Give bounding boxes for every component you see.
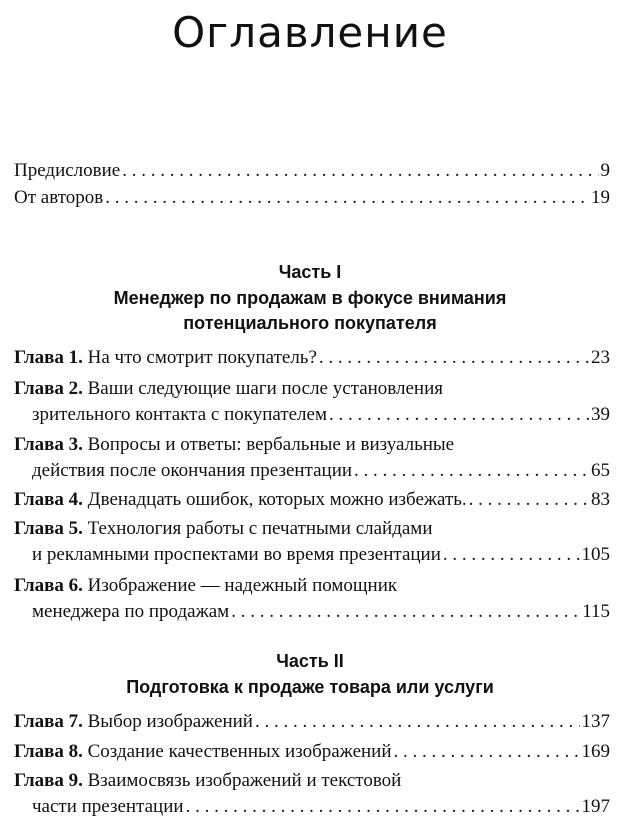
toc-page-number: 197 [581,796,610,817]
toc-entry-chapter-3[interactable] [14,432,610,484]
toc-entry-chapter-9[interactable] [14,768,610,820]
chapter-title-cont: части презентации [32,796,184,817]
chapter-number: Глава 3. [14,434,83,455]
chapter-title-cont: и рекламными проспектами во время презентации [32,544,441,565]
chapter-title: Ваши следующие шаги после установления [87,378,444,399]
leader-dots [231,599,580,625]
leader-dots [394,739,580,765]
leader-dots [255,709,580,735]
part-heading: Часть I [278,262,342,282]
chapter-number: Глава 9. [14,770,83,791]
toc-entry-chapter-1[interactable] [14,345,610,371]
chapter-title-cont: зрительного контакта с покупателем [32,404,327,425]
chapter-number: Глава 4. [14,489,83,510]
chapter-number: Глава 2. [14,378,83,399]
toc-page-number: 83 [591,489,610,510]
chapter-number: Глава 8. [14,741,83,762]
leader-dots [329,402,589,428]
toc-page-number: 19 [591,187,610,208]
toc-page-number: 39 [591,404,610,425]
leader-dots [319,345,589,371]
part-subtitle: потенциального покупателя [183,313,437,333]
page-title: Оглавление [172,8,448,57]
toc-page-number: 115 [582,601,610,622]
toc-page-number: 9 [600,160,610,181]
chapter-number: Глава 7. [14,711,83,732]
chapter-title-cont: действия после окончания презентации [32,460,353,481]
chapter-title: Изображение — надежный помощник [87,575,398,596]
leader-dots [186,794,580,820]
part-subtitle: Подготовка к продаже товара или услуги [126,677,494,697]
leader-dots [443,542,580,568]
chapter-title: Вопросы и ответы: вербальные и визуальные [87,434,455,455]
chapter-number: Глава 6. [14,575,83,596]
chapter-number: Глава 5. [14,518,83,539]
part-heading: Часть II [276,651,344,671]
leader-dots [354,458,589,484]
toc-entry-chapter-2[interactable] [14,376,610,428]
chapter-title: Технология работы с печатными слайдами [87,518,433,539]
toc-entry-chapter-6[interactable] [14,573,610,625]
chapter-title: Взаимосвязь изображений и текстовой [87,770,402,791]
toc-page-number: 65 [591,460,610,481]
toc-entry-authors[interactable] [14,185,610,211]
toc-entry-chapter-4[interactable] [14,487,610,513]
toc-entry-chapter-5[interactable] [14,516,610,568]
toc-entry-label: Предисловие [14,160,121,181]
toc-page-number: 169 [581,741,610,762]
toc-entry-chapter-8[interactable] [14,739,610,765]
toc-page-number: 137 [581,711,610,732]
chapter-title: На что смотрит покупатель? [87,347,317,368]
chapter-title-cont: менеджера по продажам [32,601,230,622]
toc-page-number: 23 [591,347,610,368]
toc-entry-preface[interactable] [14,158,610,184]
part-subtitle: Менеджер по продажам в фокусе внимания [113,288,507,308]
chapter-number: Глава 1. [14,347,83,368]
toc-entry-label: От авторов [14,187,104,208]
chapter-title: Выбор изображений [87,711,253,732]
leader-dots [469,487,589,513]
leader-dots [122,158,598,184]
chapter-title: Создание качественных изображений [87,741,392,762]
chapter-title: Двенадцать ошибок, которых можно избежать. [87,489,467,510]
toc-entry-chapter-7[interactable] [14,709,610,735]
leader-dots [105,185,589,211]
toc-page-number: 105 [581,544,610,565]
